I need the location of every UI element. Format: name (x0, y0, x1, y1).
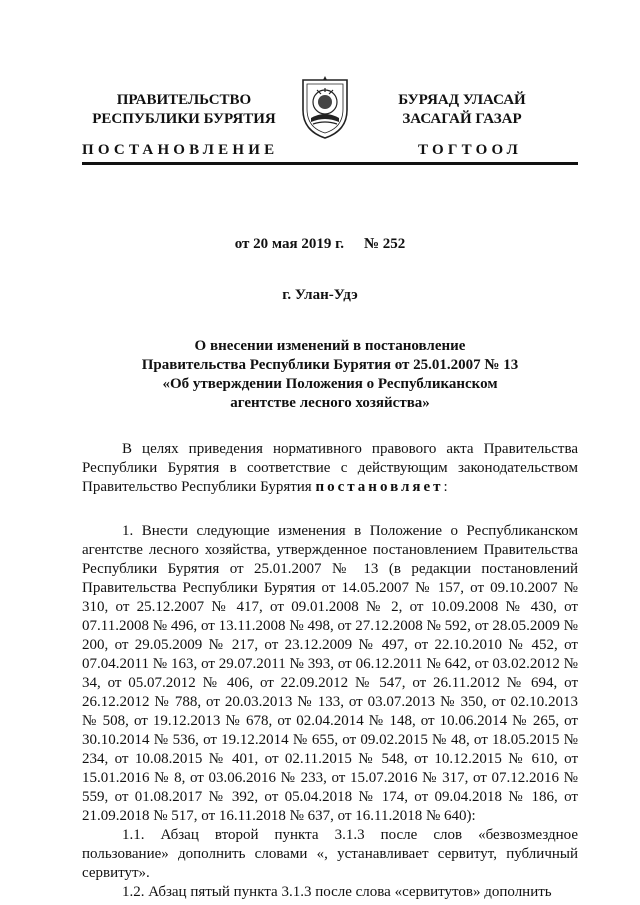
preamble-paragraph (82, 440, 578, 497)
government-title-bur-line1: БУРЯАД УЛАСАЙ (398, 92, 526, 108)
document-title-line4: агентстве лесного хозяйства» (230, 395, 430, 411)
government-title-bur-line2: ЗАСАГАЙ ГАЗАР (402, 111, 522, 127)
government-title-line2: РЕСПУБЛИКИ БУРЯТИЯ (92, 111, 276, 127)
document-title-line2: Правительства Республики Бурятия от 25.01.2007 № 13 (141, 357, 519, 373)
document-date-number (0, 236, 640, 253)
document-city: г. Улан-Удэ (282, 287, 358, 303)
coat-of-arms-icon (297, 74, 353, 140)
decree-keyword: постановляет (315, 479, 444, 495)
government-title-bur (366, 91, 558, 129)
document-title-line1: О внесении изменений в постановление (194, 338, 466, 354)
document-kind-bur: ТОГТООЛ (418, 142, 522, 158)
item-1-1-paragraph: 1.1. Абзац второй пункта 3.1.3 после слов «безвозмездное пользование» дополнить словами «, устанавливает сервитут, публичный сервитут». (82, 827, 578, 881)
government-title-line1: ПРАВИТЕЛЬСТВО (116, 92, 252, 108)
item-1-2-paragraph: 1.2. Абзац пятый пункта 3.1.3 после слова «сервитутов» дополнить (122, 884, 552, 900)
document-body (82, 440, 578, 902)
preamble-text: В целях приведения нормативного правового акта Правительства Республики Бурятия в соответствие с действующим законодательством Правительство Республики Бурятия (82, 441, 578, 495)
header-divider (82, 162, 578, 165)
government-title (82, 91, 286, 129)
item-1-paragraph: 1. Внести следующие изменения в Положение о Республиканском агентстве лесного хозяйства, утвержденное постановлением Правительства Республики Бурятия от 25.01.2007 № 13 (в редакции постановлений Правительства Республики Бурятия от 14.05.2007 № 157, от 09.10.2007 № 310, от 25.12.2007 № 417, от 09.01.2008 № 2, от 10.09.2008 № 430, от 07.11.2008 № 496, от 13.11.2008 № 498, от 27.12.2008 № 592, от 28.05.2009 № 200, от 29.05.2009 № 217, от 23.12.2009 № 497, от 22.10.2010 № 452, от 07.04.2011 № 163, от 29.07.2011 № 393, от 06.12.2011 № 642, от 03.02.2012 № 34, от 05.07.2012 № 406, от 22.09.2012 № 547, от 26.11.2012 № 694, от 26.12.2012 № 788, от 20.03.2013 № 133, от 03.07.2013 № 350, от 02.10.2013 № 508, от 19.12.2013 № 678, от 02.04.2014 № 148, от 10.06.2014 № 265, от 30.10.2014 № 536, от 19.12.2014 № 655, от 09.02.2015 № 48, от 18.05.2015 № 234, от 10.08.2015 № 401, от 02.11.2015 № 548, от 10.12.2015 № 610, от 15.01.2016 № 8, от 03.06.2016 № 233, от 15.07.2016 № 317, от 07.12.2016 № 559, от 01.08.2017 № 392, от 05.04.2018 № 174, от 09.04.2018 № 186, от 21.09.2018 № 517, от 16.11.2018 № 637, от 16.11.2018 № 640): (82, 523, 578, 824)
preamble-end: : (443, 479, 448, 495)
document-kind-ru: ПОСТАНОВЛЕНИЕ (82, 142, 279, 158)
document-date: от 20 мая 2019 г. (234, 236, 344, 252)
document-title (82, 337, 578, 413)
document-title-line3: «Об утверждении Положения о Республиканском (162, 376, 498, 392)
document-number: № 252 (363, 236, 406, 252)
